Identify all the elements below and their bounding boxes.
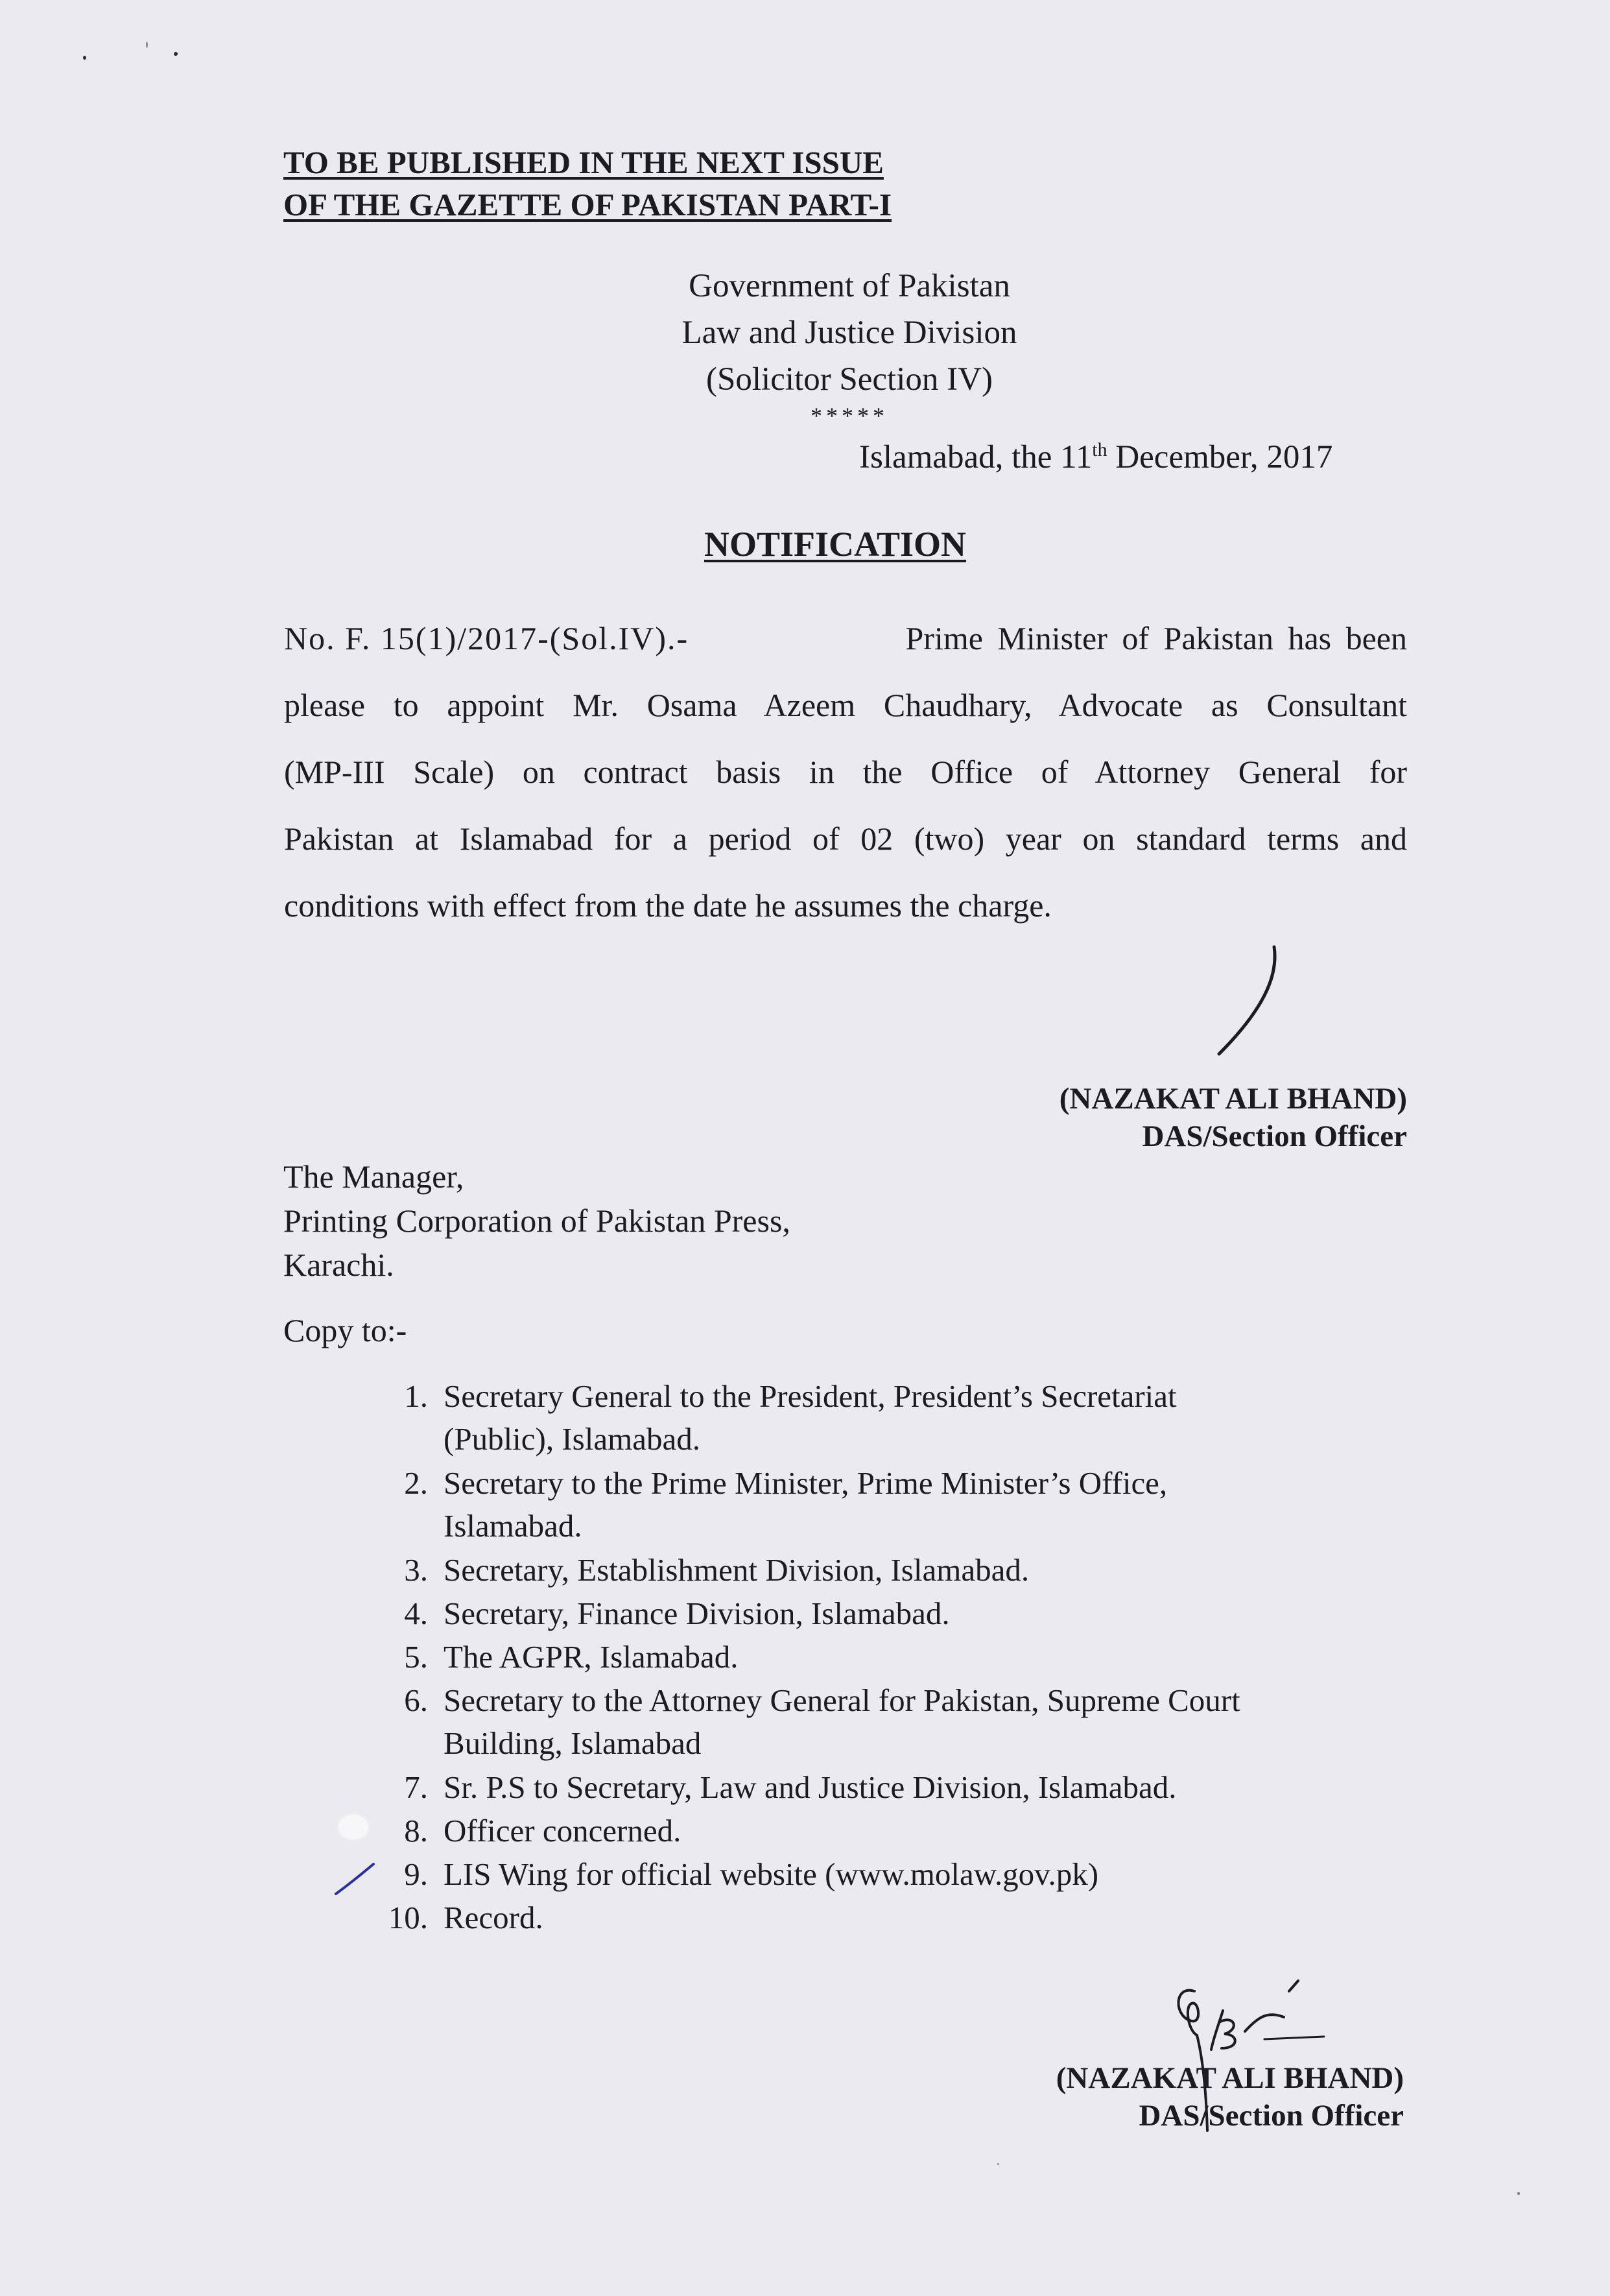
office-block (622, 263, 1076, 429)
signatory-bottom-name: (NAZAKAT ALI BHAND) (1056, 2061, 1404, 2095)
signatory-top (1060, 1080, 1407, 1155)
list-item (370, 1896, 543, 1939)
office-government: Government of Pakistan (689, 268, 1010, 304)
list-item (370, 1375, 1177, 1461)
addressee-line-1: The Manager, (283, 1158, 464, 1195)
list-item (370, 1766, 1176, 1809)
addressee-line-3: Karachi. (283, 1247, 394, 1283)
body-line-4: Pakistan at Islamabad for a period of 02 (two) year on standard terms and (284, 820, 1407, 857)
list-item-text: Officer concerned. (444, 1813, 681, 1848)
gazette-header-line-2: OF THE GAZETTE OF PAKISTAN PART-I (283, 187, 892, 222)
office-division: Law and Justice Division (681, 315, 1017, 351)
date-suffix: December, 2017 (1107, 439, 1333, 475)
notification-title: NOTIFICATION (704, 525, 967, 564)
signatory-bottom-designation: DAS/Section Officer (1139, 2099, 1404, 2133)
signatory-bottom (1056, 2059, 1404, 2135)
scan-speck (174, 52, 178, 56)
signature-stroke-top (1213, 944, 1290, 1060)
list-item-number: 1. (404, 1378, 428, 1414)
date-prefix: Islamabad, the 11 (859, 439, 1093, 475)
list-item-text: Secretary to the Attorney General for Pakistan, Supreme Court (444, 1682, 1240, 1718)
gazette-header-line-1: TO BE PUBLISHED IN THE NEXT ISSUE (283, 145, 884, 180)
list-item-number: 10. (388, 1900, 428, 1935)
signatory-top-name: (NAZAKAT ALI BHAND) (1059, 1082, 1407, 1116)
notification-reference: No. F. 15(1)/2017-(Sol.IV).- (284, 620, 689, 656)
list-item-text: LIS Wing for official website (www.molaw.gov.pk) (444, 1856, 1099, 1892)
list-item-number: 5. (404, 1639, 428, 1675)
copy-to-label: Copy to:- (283, 1312, 407, 1348)
list-item-text: Secretary, Finance Division, Islamabad. (444, 1596, 950, 1631)
list-item-continuation: (Public), Islamabad. (444, 1421, 700, 1457)
list-item (370, 1679, 1240, 1765)
list-item-number: 3. (404, 1552, 428, 1588)
list-item (370, 1810, 681, 1852)
list-item (370, 1549, 1029, 1592)
body-line-3: (MP-III Scale) on contract basis in the Office of Attorney General for (284, 754, 1407, 790)
body-line-1-text: Prime Minister of Pakistan has been (905, 620, 1407, 656)
date-superscript: th (1092, 439, 1107, 460)
list-item-text: Secretary to the Prime Minister, Prime Minister’s Office, (444, 1465, 1168, 1501)
scan-speck (83, 56, 86, 60)
list-item-number: 8. (404, 1813, 428, 1848)
office-section: (Solicitor Section IV) (706, 361, 993, 398)
list-item-number: 9. (404, 1856, 428, 1892)
list-item-number: 7. (404, 1769, 428, 1805)
scan-speck (1517, 2192, 1520, 2195)
addressee-block (283, 1154, 790, 1287)
list-item-continuation: Islamabad. (444, 1508, 582, 1544)
body-line-2: please to appoint Mr. Osama Azeem Chaudhary, Advocate as Consultant (284, 687, 1407, 723)
list-item-text: Sr. P.S to Secretary, Law and Justice Division, Islamabad. (444, 1769, 1177, 1805)
list-item-continuation: Building, Islamabad (444, 1725, 702, 1761)
scan-speck (997, 2163, 999, 2165)
issue-date (859, 438, 1332, 476)
office-separator-stars: ***** (811, 403, 888, 429)
body-line-5: conditions with effect from the date he assumes the charge. (284, 887, 1052, 924)
list-item-text: Record. (444, 1900, 543, 1935)
list-item-text: Secretary, Establishment Division, Islamabad. (444, 1552, 1030, 1588)
tick-mark-icon (332, 1860, 377, 1899)
addressee-line-2: Printing Corporation of Pakistan Press, (283, 1202, 790, 1239)
correction-smudge (338, 1815, 368, 1839)
body-line-1 (284, 619, 1407, 657)
signatory-top-designation: DAS/Section Officer (1142, 1119, 1407, 1153)
list-item (370, 1853, 1098, 1896)
list-item (370, 1636, 739, 1679)
list-item-number: 2. (404, 1465, 428, 1501)
list-item-number: 4. (404, 1596, 428, 1631)
list-item-text: The AGPR, Islamabad. (444, 1639, 739, 1675)
list-item-number: 6. (404, 1682, 428, 1718)
list-item-text: Secretary General to the President, President’s Secretariat (444, 1378, 1177, 1414)
list-item (370, 1462, 1167, 1548)
list-item (370, 1592, 950, 1635)
scan-speck (146, 42, 148, 48)
